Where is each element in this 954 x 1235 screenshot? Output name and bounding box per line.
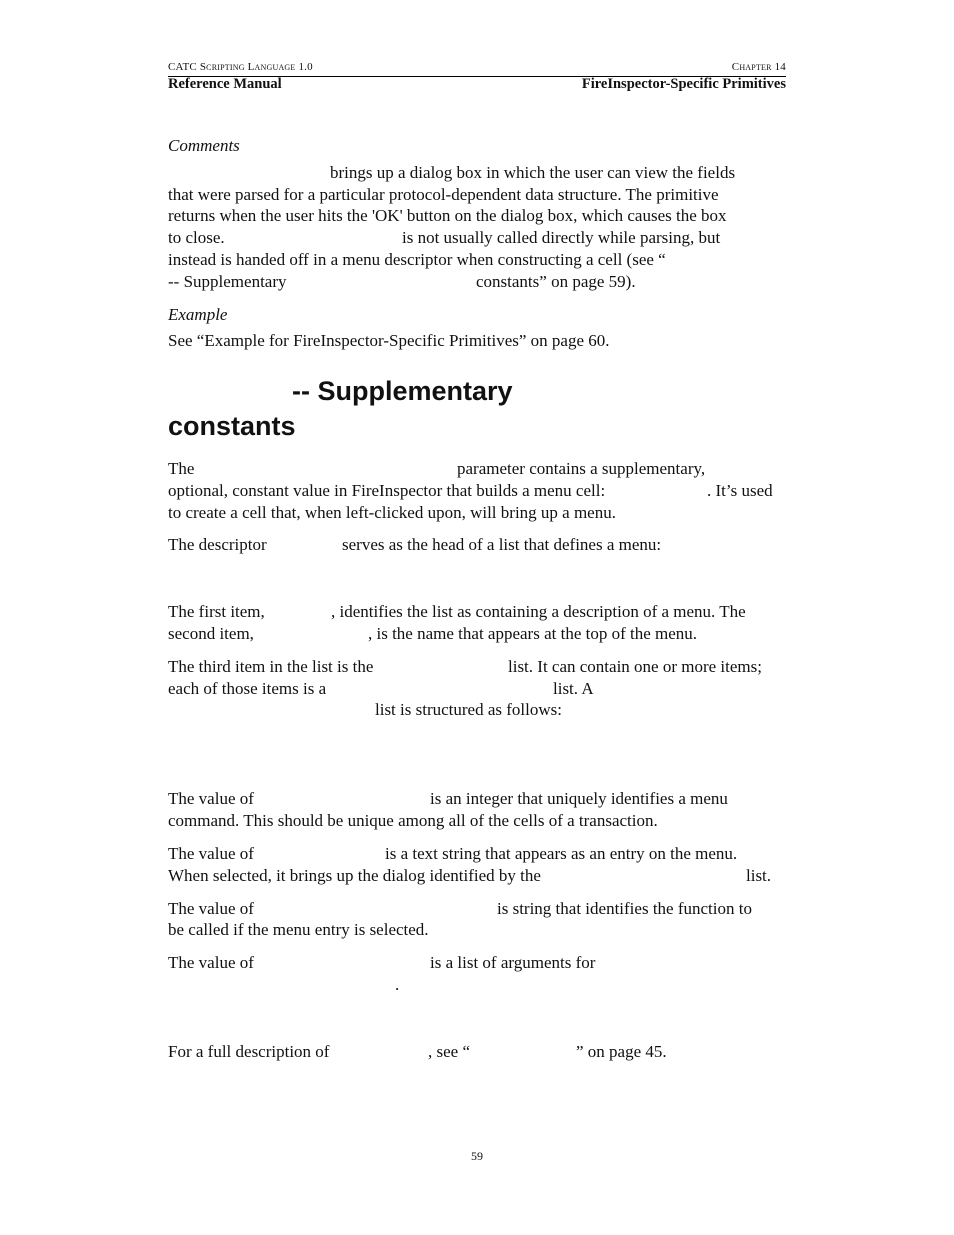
body-text: , is the name that appears at the top of the menu. [368, 624, 698, 643]
body-text: parameter contains a supplementary, [457, 459, 706, 478]
body-text: serves as the head of a list that defines a menu: [342, 535, 662, 554]
body-text: The first item, [168, 602, 265, 621]
body-text: list. [746, 866, 772, 885]
body-text: . [395, 975, 400, 994]
body-text: second item, [168, 624, 254, 643]
comments-line: brings up a dialog box in which the user can view the fields [330, 163, 736, 182]
body-text: The [168, 459, 195, 478]
comments-line: to close. [168, 228, 225, 247]
comments-link[interactable]: constants” on page 59). [476, 272, 636, 291]
body-text: is a list of arguments for [430, 953, 596, 972]
header-chapter-title: FireInspector-Specific Primitives [581, 76, 786, 92]
comments-line: returns when the user hits the 'OK' button on the dialog box, which causes the box [168, 206, 727, 225]
example-heading: Example [168, 305, 228, 324]
comments-line: that were parsed for a particular protocol-dependent data structure. The primitive [168, 185, 719, 204]
header-manual-name: Reference Manual [168, 76, 282, 92]
body-text: to create a cell that, when left-clicked upon, will bring up a menu. [168, 503, 616, 522]
body-text: each of those items is a [168, 679, 327, 698]
body-link[interactable]: ” on page 45. [576, 1042, 667, 1061]
body-text: The value of [168, 899, 254, 918]
comments-line: is not usually called directly while parsing, but [402, 228, 721, 247]
example-link[interactable]: See “Example for FireInspector-Specific Primitives” on page 60. [168, 331, 610, 350]
page-number: 59 [471, 1149, 483, 1163]
body-text: command. This should be unique among all of the cells of a transaction. [168, 811, 658, 830]
body-text: , identifies the list as containing a description of a menu. The [331, 602, 746, 621]
body-text: The value of [168, 953, 254, 972]
body-text: The descriptor [168, 535, 267, 554]
comments-line: instead is handed off in a menu descriptor when constructing a cell (see “ [168, 250, 666, 269]
section-heading: constants [168, 411, 296, 441]
body-text: list. A [553, 679, 594, 698]
body-text: is string that identifies the function to [497, 899, 752, 918]
body-link[interactable]: , see “ [428, 1042, 471, 1061]
header-chapter: Chapter 14 [731, 61, 786, 73]
body-text: be called if the menu entry is selected. [168, 920, 429, 939]
comments-heading: Comments [168, 136, 240, 155]
body-text: The third item in the list is the [168, 657, 374, 676]
body-text: The value of [168, 789, 254, 808]
body-text: is a text string that appears as an entry on the menu. [385, 844, 738, 863]
comments-link[interactable]: -- Supplementary [168, 272, 287, 291]
body-text: list. It can contain one or more items; [508, 657, 762, 676]
body-text: is an integer that uniquely identifies a menu [430, 789, 728, 808]
body-text: For a full description of [168, 1042, 330, 1061]
body-text: The value of [168, 844, 254, 863]
body-text: optional, constant value in FireInspector that builds a menu cell: [168, 481, 606, 500]
body-text: When selected, it brings up the dialog identified by the [168, 866, 541, 885]
header-document-title: CATC Scripting Language 1.0 [168, 61, 313, 73]
body-text: . It’s used [707, 481, 773, 500]
body-text: list is structured as follows: [375, 700, 562, 719]
section-heading: -- Supplementary [292, 376, 513, 406]
